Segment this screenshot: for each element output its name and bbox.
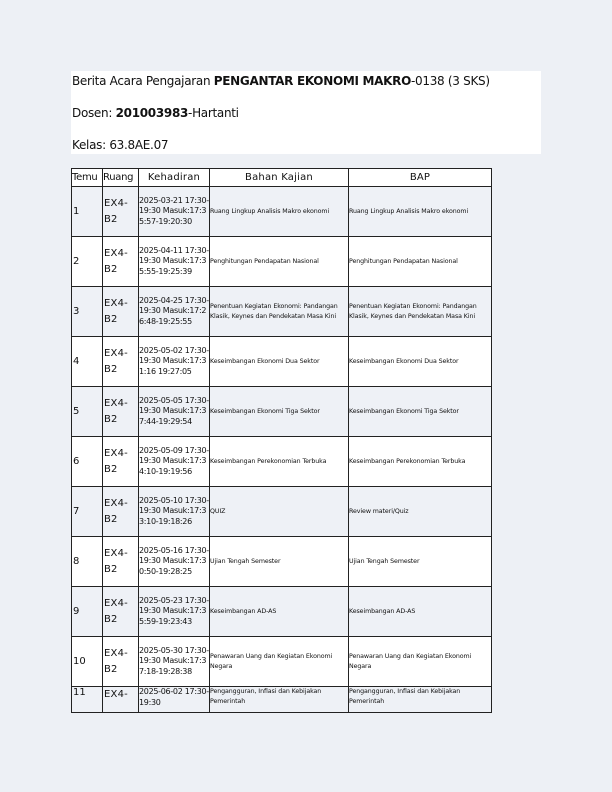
cell-kehadiran: 2025-05-05 17:30-19:30 Masuk:17:37:44-19:29:54 (139, 387, 210, 437)
title-prefix: Berita Acara Pengajaran (72, 74, 214, 88)
cell-kehadiran: 2025-04-11 17:30-19:30 Masuk:17:35:55-19:25:39 (139, 237, 210, 287)
cell-bap: Keseimbangan AD-AS (349, 587, 492, 637)
header-bahan-kajian: Bahan Kajian (210, 169, 349, 187)
cell-bahan-kajian: Pengangguran, Inflasi dan Kebijakan Pemerintah (210, 687, 349, 713)
cell-bap: Penawaran Uang dan Kegiatan Ekonomi Negara (349, 637, 492, 687)
cell-ruang: EX4-B2 (103, 487, 139, 537)
teaching-record-table (71, 168, 492, 713)
lecturer-label: Dosen: (72, 106, 116, 120)
cell-temu: 3 (72, 287, 103, 337)
cell-ruang: EX4-B2 (103, 437, 139, 487)
cell-kehadiran: 2025-06-02 17:30-19:30 (139, 687, 210, 713)
cell-bahan-kajian: Penentuan Kegiatan Ekonomi: Pandangan Klasik, Keynes dan Pendekatan Masa Kini (210, 287, 349, 337)
cell-bahan-kajian: Ujian Tengah Semester (210, 537, 349, 587)
cell-temu: 5 (72, 387, 103, 437)
table-row (72, 237, 492, 287)
cell-temu: 6 (72, 437, 103, 487)
table-row (72, 287, 492, 337)
cell-kehadiran: 2025-05-16 17:30-19:30 Masuk:17:30:50-19:28:25 (139, 537, 210, 587)
cell-kehadiran: 2025-04-25 17:30-19:30 Masuk:17:26:48-19:25:55 (139, 287, 210, 337)
course-name: PENGANTAR EKONOMI MAKRO (213, 74, 412, 88)
header-ruang: Ruang (103, 169, 139, 187)
cell-kehadiran: 2025-05-30 17:30-19:30 Masuk:17:37:18-19:28:38 (139, 637, 210, 687)
cell-temu: 9 (72, 587, 103, 637)
document-header (71, 71, 541, 154)
cell-temu: 1 (72, 187, 103, 237)
cell-bap: Keseimbangan Ekonomi Tiga Sektor (349, 387, 492, 437)
cell-bap: Penghitungan Pendapatan Nasional (349, 237, 492, 287)
cell-bahan-kajian: Penghitungan Pendapatan Nasional (210, 237, 349, 287)
table-row (72, 637, 492, 687)
cell-kehadiran: 2025-05-10 17:30-19:30 Masuk:17:33:10-19:18:26 (139, 487, 210, 537)
table-row (72, 537, 492, 587)
cell-temu: 2 (72, 237, 103, 287)
cell-bap: Keseimbangan Perekonomian Terbuka (349, 437, 492, 487)
table-row (72, 487, 492, 537)
cell-ruang: EX4-B2 (103, 287, 139, 337)
class-line: Kelas: 63.8AE.07 (72, 138, 169, 152)
table-header-row (72, 169, 492, 187)
cell-ruang: EX4-B2 (103, 637, 139, 687)
cell-bap: Ruang Lingkup Analisis Makro ekonomi (349, 187, 492, 237)
cell-temu: 7 (72, 487, 103, 537)
document-title (72, 74, 490, 88)
cell-temu: 8 (72, 537, 103, 587)
cell-kehadiran: 2025-05-02 17:30-19:30 Masuk:17:31:16 19:27:05 (139, 337, 210, 387)
cell-kehadiran: 2025-05-23 17:30-19:30 Masuk:17:35:59-19:23:43 (139, 587, 210, 637)
table-row (72, 587, 492, 637)
cell-ruang: EX4- (103, 687, 139, 713)
cell-bap: Penentuan Kegiatan Ekonomi: Pandangan Klasik, Keynes dan Pendekatan Masa Kini (349, 287, 492, 337)
header-bap: BAP (349, 169, 492, 187)
cell-temu: 11 (72, 687, 103, 713)
cell-ruang: EX4-B2 (103, 237, 139, 287)
header-temu: Temu (72, 169, 103, 187)
cell-bap: Ujian Tengah Semester (349, 537, 492, 587)
cell-bahan-kajian: Penawaran Uang dan Kegiatan Ekonomi Negara (210, 637, 349, 687)
cell-bahan-kajian: Keseimbangan Ekonomi Dua Sektor (210, 337, 349, 387)
course-code: -0138 (3 SKS) (411, 74, 490, 88)
cell-bahan-kajian: Ruang Lingkup Analisis Makro ekonomi (210, 187, 349, 237)
table-row (72, 437, 492, 487)
cell-ruang: EX4-B2 (103, 387, 139, 437)
cell-ruang: EX4-B2 (103, 337, 139, 387)
cell-bahan-kajian: Keseimbangan Perekonomian Terbuka (210, 437, 349, 487)
cell-bahan-kajian: QUIZ (210, 487, 349, 537)
lecturer-name: -Hartanti (188, 106, 239, 120)
cell-bap: Pengangguran, Inflasi dan Kebijakan Pemerintah (349, 687, 492, 713)
lecturer-line (72, 106, 239, 120)
cell-bap: Keseimbangan Ekonomi Dua Sektor (349, 337, 492, 387)
table-row (72, 337, 492, 387)
table-row (72, 187, 492, 237)
lecturer-id: 201003983 (115, 106, 189, 120)
cell-kehadiran: 2025-05-09 17:30-19:30 Masuk:17:34:10-19:19:56 (139, 437, 210, 487)
cell-ruang: EX4-B2 (103, 587, 139, 637)
cell-ruang: EX4-B2 (103, 537, 139, 587)
cell-temu: 4 (72, 337, 103, 387)
cell-temu: 10 (72, 637, 103, 687)
table-row (72, 387, 492, 437)
cell-kehadiran: 2025-03-21 17:30-19:30 Masuk:17:35:57-19:20:30 (139, 187, 210, 237)
cell-ruang: EX4-B2 (103, 187, 139, 237)
cell-bahan-kajian: Keseimbangan Ekonomi Tiga Sektor (210, 387, 349, 437)
header-kehadiran: Kehadiran (139, 169, 210, 187)
cell-bap: Review materi/Quiz (349, 487, 492, 537)
table-row (72, 687, 492, 713)
cell-bahan-kajian: Keseimbangan AD-AS (210, 587, 349, 637)
